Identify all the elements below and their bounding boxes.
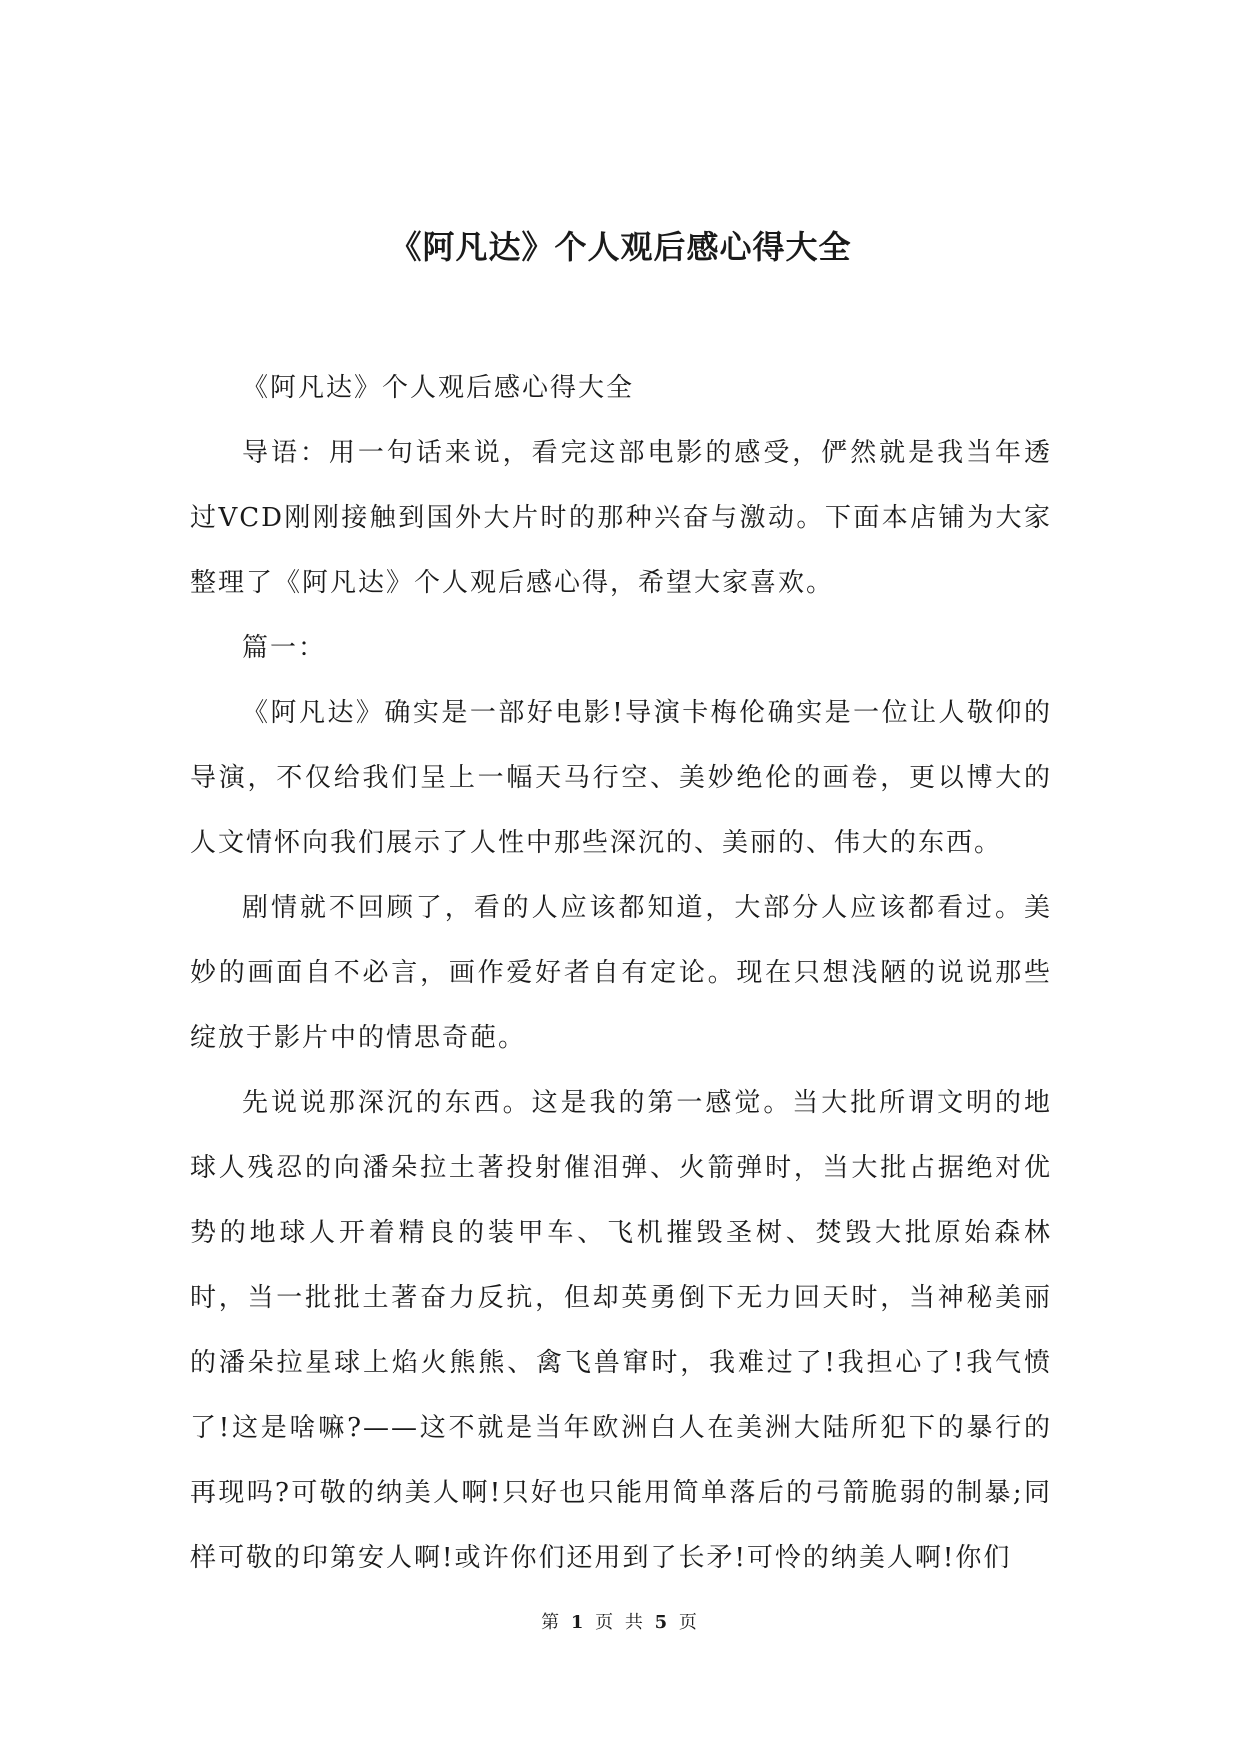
paragraph-subtitle: 《阿凡达》个人观后感心得大全	[242, 373, 635, 403]
paragraph-intro: 导语：用一句话来说，看完这部电影的感受，俨然就是我当年透过VCD刚刚接触到国外大片时的那种兴奋与激动。下面本店铺为大家整理了《阿凡达》个人观后感心得，希望大家喜欢。	[190, 438, 1052, 598]
footer-total-pages: 5	[654, 1612, 671, 1633]
footer-middle: 页 共	[595, 1612, 646, 1633]
footer-page-number: 1	[570, 1612, 587, 1633]
footer-suffix: 页	[678, 1612, 700, 1633]
paragraph-body: 剧情就不回顾了，看的人应该都知道，大部分人应该都看过。美妙的画面自不必言，画作爱好者自有定论。现在只想浅陋的说说那些绽放于影片中的情思奇葩。	[190, 893, 1052, 1053]
page-footer	[0, 1608, 1241, 1634]
document-body	[190, 356, 1052, 1591]
document-title: 《阿凡达》个人观后感心得大全	[389, 228, 852, 266]
paragraph-section-heading: 篇一：	[242, 633, 327, 663]
paragraph-body: 先说说那深沉的东西。这是我的第一感觉。当大批所谓文明的地球人残忍的向潘朵拉土著投射催泪弹、火箭弹时，当大批占据绝对优势的地球人开着精良的装甲车、飞机摧毁圣树、焚毁大批原始森林时，当一批批土著奋力反抗，但却英勇倒下无力回天时，当神秘美丽的潘朵拉星球上焰火熊熊、禽飞兽窜时，我难过了!我担心了!我气愤了!这是啥嘛?——这不就是当年欧洲白人在美洲大陆所犯下的暴行的再现吗?可敬的纳美人啊!只好也只能用简单落后的弓箭脆弱的制暴;同样可敬的印第安人啊!或许你们还用到了长矛!可怜的纳美人啊!你们	[190, 1088, 1052, 1573]
footer-prefix: 第	[541, 1612, 563, 1633]
paragraph-body: 《阿凡达》确实是一部好电影!导演卡梅伦确实是一位让人敬仰的导演，不仅给我们呈上一幅天马行空、美妙绝伦的画卷，更以博大的人文情怀向我们展示了人性中那些深沉的、美丽的、伟大的东西。	[190, 698, 1052, 858]
